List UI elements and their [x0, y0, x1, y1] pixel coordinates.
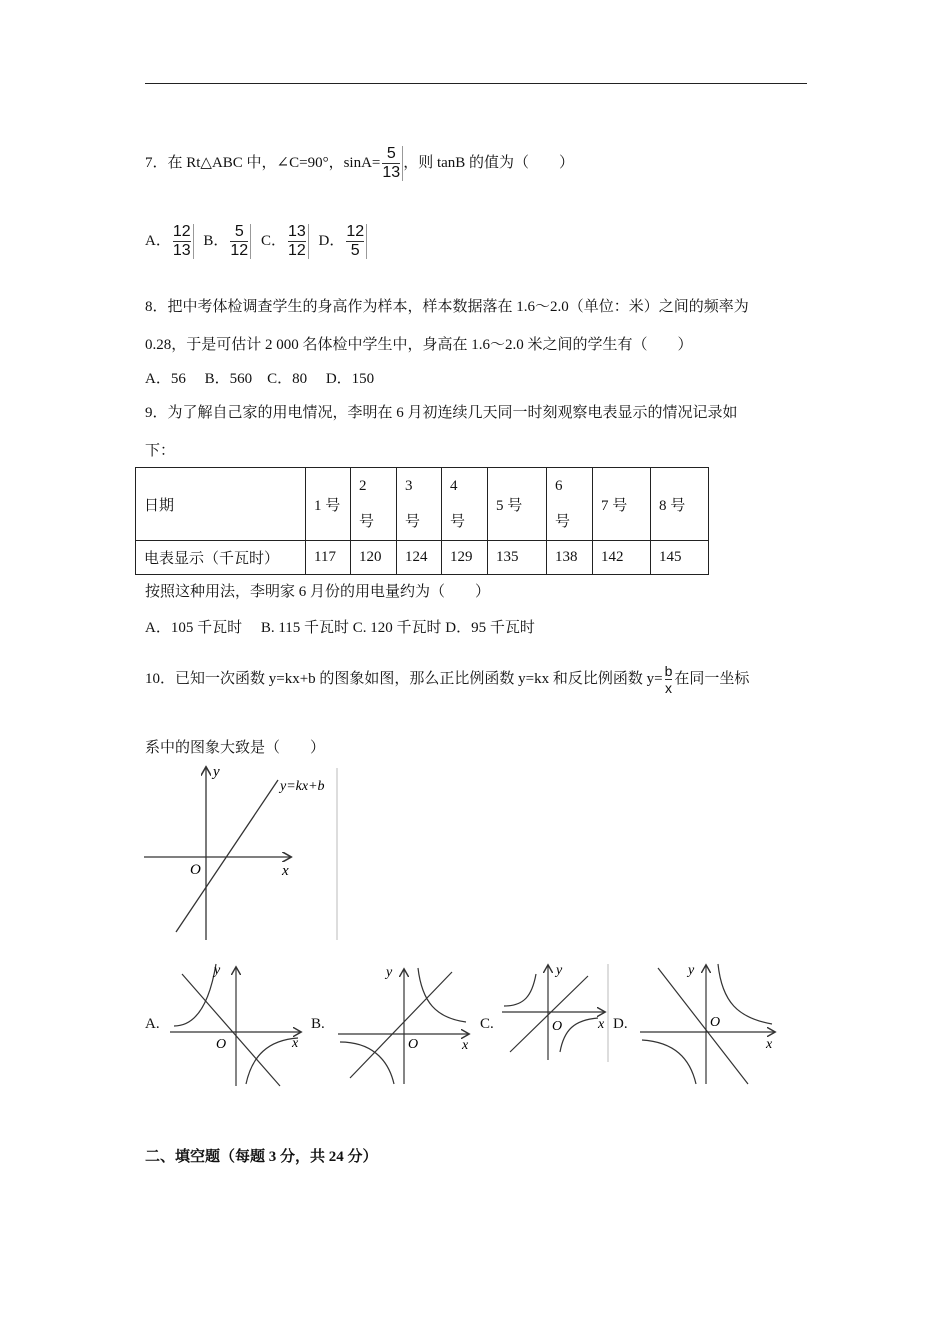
line-label: y=kx+b	[280, 779, 325, 794]
origin-label: O	[190, 862, 201, 878]
q10-option-d-label[interactable]: D.	[613, 1016, 628, 1032]
x-axis-label: x	[282, 863, 289, 879]
q10-option-c-graph[interactable]	[500, 962, 612, 1064]
y-axis-label: y	[386, 965, 393, 980]
table-cell-date: 3 号	[397, 468, 442, 541]
origin-label: O	[216, 1037, 227, 1052]
q10-option-a-label[interactable]: A.	[145, 1016, 160, 1032]
table-row-readings	[136, 541, 709, 575]
table-cell-date: 8 号	[651, 468, 709, 541]
table-cell-date: 7 号	[593, 468, 651, 541]
y-axis-label: y	[213, 764, 220, 780]
table-cell-reading: 145	[651, 541, 709, 575]
table-cell-reading: 135	[488, 541, 547, 575]
q7-option-d-fraction: $\frac{12}{5}$	[344, 224, 367, 259]
q7-text-before: 7．在 Rt△ABC 中，∠C=90°，sinA=	[145, 154, 381, 171]
q7-option-c-fraction: $\frac{13}{12}$	[286, 224, 309, 259]
q9-line2: 下：	[145, 443, 176, 459]
origin-label: O	[710, 1015, 721, 1030]
table-row-dates	[136, 468, 709, 541]
q10-option-b-graph[interactable]	[336, 962, 476, 1086]
q10-stem	[145, 664, 749, 695]
table-cell-reading: 120	[351, 541, 397, 575]
q8-options[interactable]: A．56 B．560 C．80 D．150	[145, 371, 375, 387]
origin-label: O	[552, 1019, 563, 1034]
q7-options	[145, 224, 367, 259]
table-header-reading: 电表显示（千瓦时）	[136, 541, 306, 575]
table-cell-reading: 117	[306, 541, 351, 575]
table-cell-date: 4 号	[442, 468, 488, 541]
q10-fraction: $\frac{b}{x}$	[664, 663, 673, 696]
section-heading: 二、填空题（每题 3 分，共 24 分）	[145, 1149, 378, 1165]
q7-option-d[interactable]: D． $\frac{12}{5}$	[319, 233, 368, 249]
q9-after-table: 按照这种用法，李明家 6 月份的用电量约为（ ）	[145, 584, 491, 600]
x-axis-label: x	[462, 1038, 469, 1053]
table-cell-date: 1 号	[306, 468, 351, 541]
table-cell-reading: 138	[547, 541, 593, 575]
q7-stem	[145, 146, 574, 181]
q7-text-after: ，则 tanB 的值为（ ）	[403, 154, 575, 171]
q10-option-a-graph[interactable]	[168, 960, 306, 1088]
y-axis-label: y	[688, 963, 695, 978]
q10-line2: 系中的图象大致是（ ）	[145, 740, 326, 756]
q10-text-after: 在同一坐标	[674, 670, 750, 687]
q9-line1: 9．为了解自己家的用电情况，李明在 6 月初连续几天同一时刻观察电表显示的情况记录如	[145, 405, 738, 421]
q8-line2: 0.28，于是可估计 2 000 名体检中学生中，身高在 1.6～2.0 米之间的学生有（ ）	[145, 337, 693, 353]
q7-option-b[interactable]: B． $\frac{5}{12}$	[203, 233, 251, 249]
table-cell-date: 6 号	[547, 468, 593, 541]
y-axis-label: y	[556, 963, 563, 978]
q7-option-c[interactable]: C． $\frac{13}{12}$	[261, 233, 309, 249]
electricity-table	[135, 467, 709, 575]
table-cell-date: 2 号	[351, 468, 397, 541]
q10-option-c-label[interactable]: C.	[480, 1016, 494, 1032]
x-axis-label: x	[292, 1036, 299, 1051]
origin-label: O	[408, 1037, 419, 1052]
table-cell-date: 5 号	[488, 468, 547, 541]
main-linear-graph	[140, 762, 345, 942]
x-axis-label: x	[766, 1037, 773, 1052]
q10-option-d-graph[interactable]	[638, 958, 780, 1086]
q7-sinA-fraction: $\frac{5}{13}$	[380, 146, 403, 181]
q8-line1: 8．把中考体检调查学生的身高作为样本，样本数据落在 1.6～2.0（单位：米）之间的频率为	[145, 299, 749, 315]
y-axis-label: y	[214, 963, 221, 978]
q10-option-b-label[interactable]: B.	[311, 1016, 325, 1032]
q9-options[interactable]: A．105 千瓦时 B. 115 千瓦时 C. 120 千瓦时 D．95 千瓦时	[145, 620, 535, 636]
table-cell-reading: 142	[593, 541, 651, 575]
linear-function-line	[176, 780, 278, 932]
x-axis-label: x	[598, 1017, 605, 1032]
q10-text-before: 10．已知一次函数 y=kx+b 的图象如图，那么正比例函数 y=kx 和反比例函数 y=	[145, 670, 663, 687]
table-cell-reading: 124	[397, 541, 442, 575]
table-header-date: 日期	[136, 468, 306, 541]
table-cell-reading: 129	[442, 541, 488, 575]
q7-option-a-fraction: $\frac{12}{13}$	[171, 224, 194, 259]
q7-option-a[interactable]: A． $\frac{12}{13}$	[145, 233, 194, 249]
top-rule	[145, 83, 807, 84]
q7-option-b-fraction: $\frac{5}{12}$	[228, 224, 251, 259]
